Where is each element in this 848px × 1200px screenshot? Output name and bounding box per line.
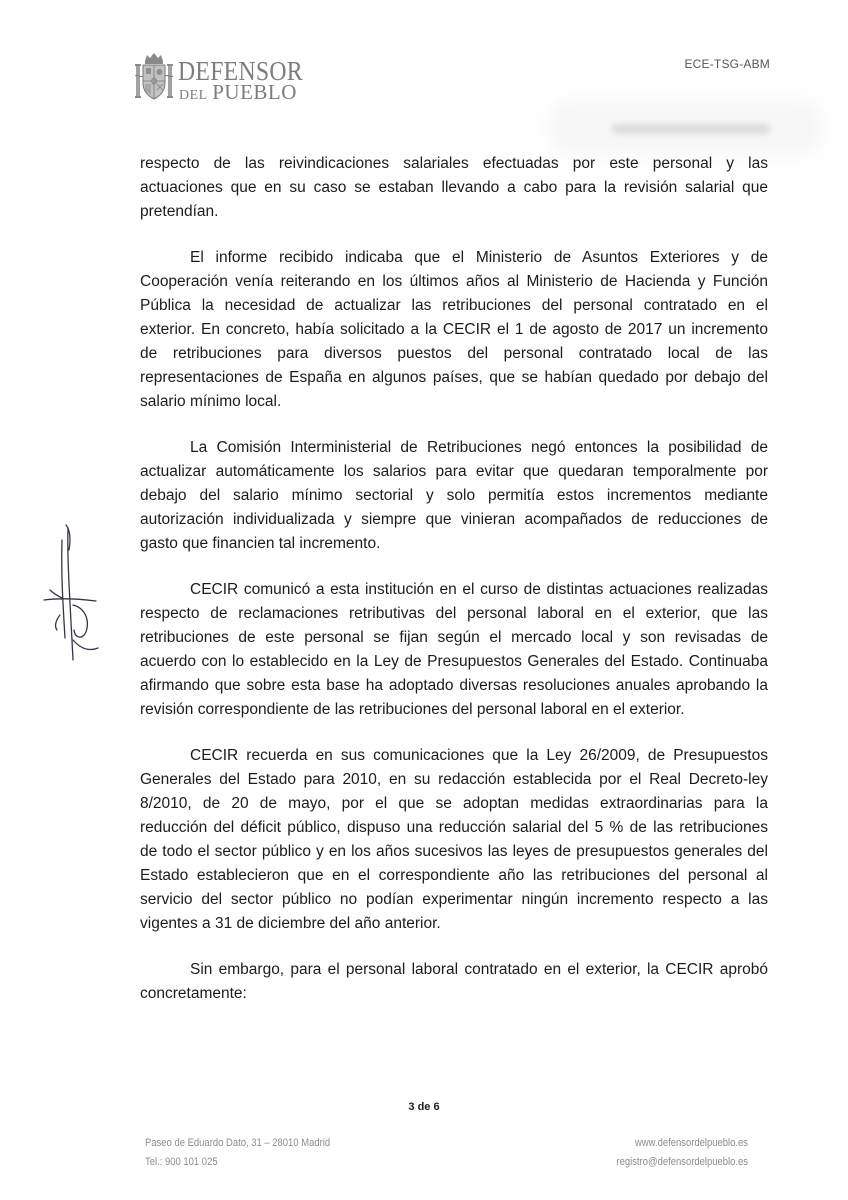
text-line: revisión correspondiente de las retribuciones del personal laboral en el exterior. [140,701,685,718]
text-line: autorización individualizada y siempre que vinieran acompañados de reducciones de [140,511,768,528]
text-line: exterior. En concreto, había solicitado a la CECIR el 1 de agosto de 2017 un incremento [140,321,768,338]
text-line: El informe recibido indicaba que el Ministerio de Asuntos Exteriores y de [190,249,768,266]
text-line: de retribuciones para diversos puestos del personal contratado local de las [140,345,768,362]
text-line: afirmando que sobre esta base ha adoptado diversas resoluciones anuales aprobando la [140,677,768,694]
text-line: gasto que financien tal incremento. [140,535,381,552]
text-line: reducción del déficit público, dispuso una reducción salarial del 5 % de las retribuciones [140,819,768,836]
text-line: actualizar automáticamente los salarios para evitar que quedaran temporalmente por [140,463,768,480]
footer-contact [145,1134,330,1172]
document-reference: ECE-TSG-ABM [684,57,770,71]
text-line: respecto de reclamaciones retributivas del personal laboral en el exterior, que las [140,605,768,622]
text-line: La Comisión Interministerial de Retribuciones negó entonces la posibilidad de [190,439,768,456]
paragraph [140,578,768,722]
paragraph [140,152,768,224]
text-line: Estado establecieron que en el correspondiente año las retribuciones del personal al [140,867,768,884]
page-number: 3 de 6 [408,1101,440,1113]
text-line: Pública la necesidad de actualizar las retribuciones del personal contratado en el [140,297,768,314]
footer-address: Paseo de Eduardo Dato, 31 – 28010 Madrid [145,1137,331,1149]
text-line: 8/2010, de 20 de mayo, por el que se adoptan medidas extraordinarias para la [140,795,768,812]
text-line: pretendían. [140,203,219,220]
paragraph [140,246,768,414]
text-line: CECIR recuerda en sus comunicaciones que la Ley 26/2009, de Presupuestos [190,747,768,764]
text-line: representaciones de España en algunos países, que se habían quedado por debajo del [140,369,768,386]
text-line: CECIR comunicó a esta institución en el curso de distintas actuaciones realizadas [190,581,768,598]
text-line: de todo el sector público y en los años sucesivos las leyes de presupuestos generales del [140,843,768,860]
text-line: retribuciones de este personal se fijan según el mercado local y son revisadas de [140,629,768,646]
paragraph [140,744,768,936]
document-body [140,152,768,1006]
logo-wordmark-line2 [179,82,297,106]
footer-web [616,1134,748,1172]
text-line: respecto de las reivindicaciones salariales efectuadas por este personal y las [140,155,768,172]
coat-of-arms-icon [135,52,173,102]
text-line: Sin embargo, para el personal laboral contratado en el exterior, la CECIR aprobó [190,961,768,978]
footer-email-link[interactable]: registro@defensordelpueblo.es [616,1156,748,1168]
text-line: servicio del sector público no podían experimentar ningún incremento respecto a las [140,891,768,908]
signature [40,520,110,665]
text-line: salario mínimo local. [140,393,282,410]
text-line: acuerdo con lo establecido en la Ley de Presupuestos Generales del Estado. Continuaba [140,653,768,670]
text-line: actuaciones que en su caso se estaban llevando a cabo para la revisión salarial que [140,179,768,196]
blurred-stamp-text [612,124,770,134]
logo-wordmark-line1: DEFENSOR [178,56,303,86]
text-line: Cooperación venía reiterando en los últimos años al Ministerio de Hacienda y Función [140,273,768,290]
logo-wordmark-del: DEL [179,88,208,103]
footer-phone: Tel.: 900 101 025 [145,1156,218,1168]
text-line: concretamente: [140,985,247,1002]
text-line: Generales del Estado para 2010, en su redacción establecida por el Real Decreto-ley [140,771,768,788]
logo-wordmark-pueblo: PUEBLO [212,80,297,104]
text-line: debajo del salario mínimo sectorial y solo permitía estos incrementos mediante [140,487,768,504]
footer-website-link[interactable]: www.defensordelpueblo.es [634,1137,748,1149]
paragraph [140,436,768,556]
text-line: vigentes a 31 de diciembre del año anterior. [140,915,441,932]
paragraph [140,958,768,1006]
